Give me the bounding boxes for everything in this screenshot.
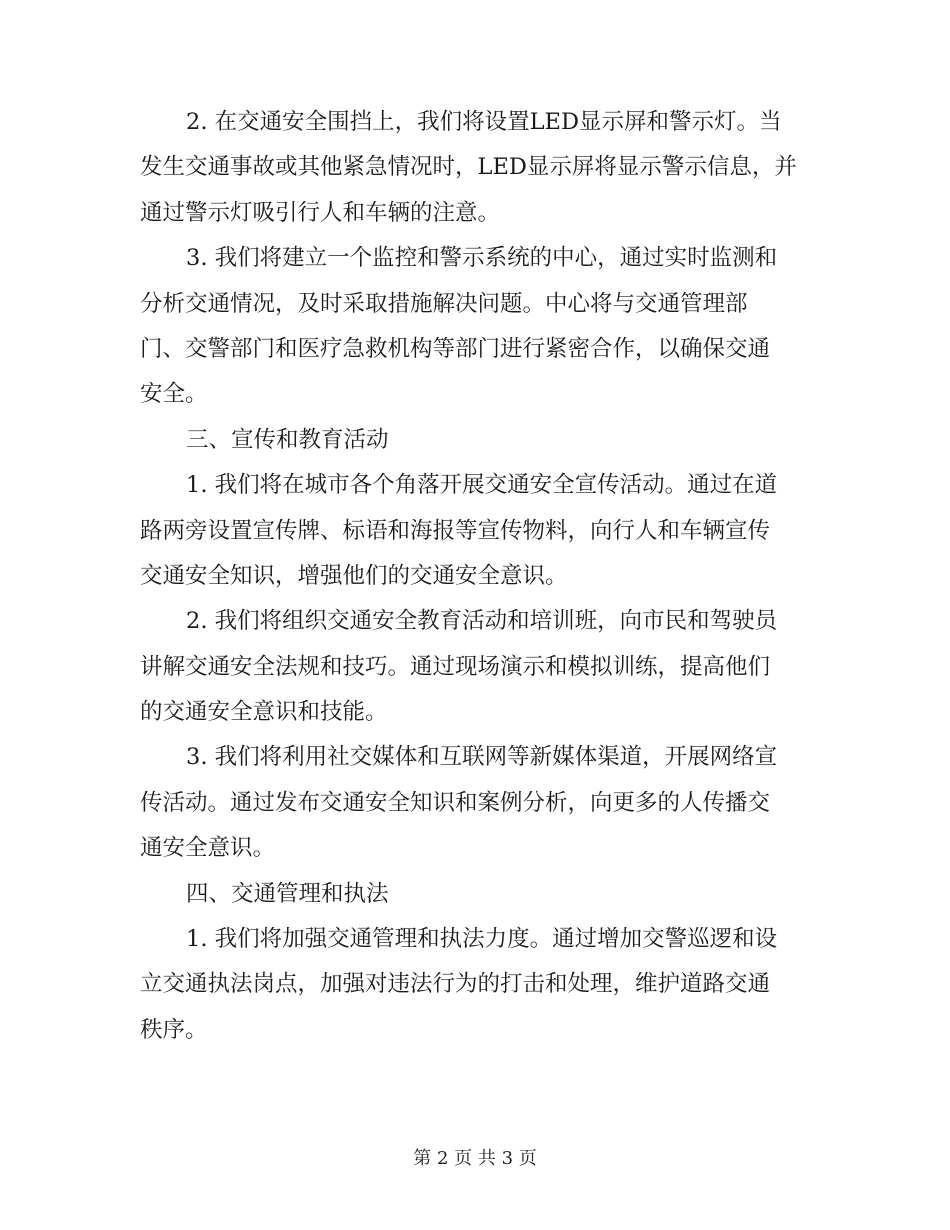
paragraph-line: 1. 我们将加强交通管理和执法力度。通过增加交警巡逻和设 bbox=[186, 926, 778, 953]
document-page bbox=[140, 100, 810, 1053]
paragraph-line: 交通安全知识，增强他们的交通安全意识。 bbox=[140, 562, 568, 589]
paragraph-line: 2. 在交通安全围挡上，我们将设置LED显示屏和警示灯。当 bbox=[186, 109, 782, 135]
section-heading: 四、交通管理和执法 bbox=[186, 880, 389, 907]
paragraph-line: 通安全意识。 bbox=[140, 835, 276, 862]
paragraph-line: 秩序。 bbox=[140, 1016, 208, 1043]
paragraph-line: 门、交警部门和医疗急救机构等部门进行紧密合作，以确保交通 bbox=[140, 335, 771, 362]
page-footer: 第 2 页 共 3 页 bbox=[413, 1148, 537, 1169]
paragraph-line: 通过警示灯吸引行人和车辆的注意。 bbox=[140, 199, 501, 226]
paragraph-line: 传活动。通过发布交通安全知识和案例分析，向更多的人传播交 bbox=[140, 789, 771, 816]
paragraph-line: 路两旁设置宣传牌、标语和海报等宣传物料，向行人和车辆宣传 bbox=[140, 517, 771, 544]
paragraph-line: 的交通安全意识和技能。 bbox=[140, 699, 388, 726]
paragraph-line: 发生交通事故或其他紧急情况时，LED显示屏将显示警示信息，并 bbox=[140, 154, 797, 181]
paragraph-line: 2. 我们将组织交通安全教育活动和培训班，向市民和驾驶员 bbox=[186, 608, 778, 635]
paragraph-line: 1. 我们将在城市各个角落开展交通安全宣传活动。通过在道 bbox=[186, 472, 778, 499]
paragraph-line: 讲解交通安全法规和技巧。通过现场演示和模拟训练，提高他们 bbox=[140, 653, 771, 680]
section-heading: 三、宣传和教育活动 bbox=[186, 426, 389, 453]
paragraph-line: 分析交通情况，及时采取措施解决问题。中心将与交通管理部 bbox=[140, 290, 748, 317]
paragraph-line: 立交通执法岗点，加强对违法行为的打击和处理，维护道路交通 bbox=[140, 971, 771, 998]
paragraph-line: 3. 我们将利用社交媒体和互联网等新媒体渠道，开展网络宣 bbox=[186, 744, 778, 771]
paragraph-line: 安全。 bbox=[140, 381, 208, 408]
paragraph-line: 3. 我们将建立一个监控和警示系统的中心，通过实时监测和 bbox=[186, 245, 778, 272]
